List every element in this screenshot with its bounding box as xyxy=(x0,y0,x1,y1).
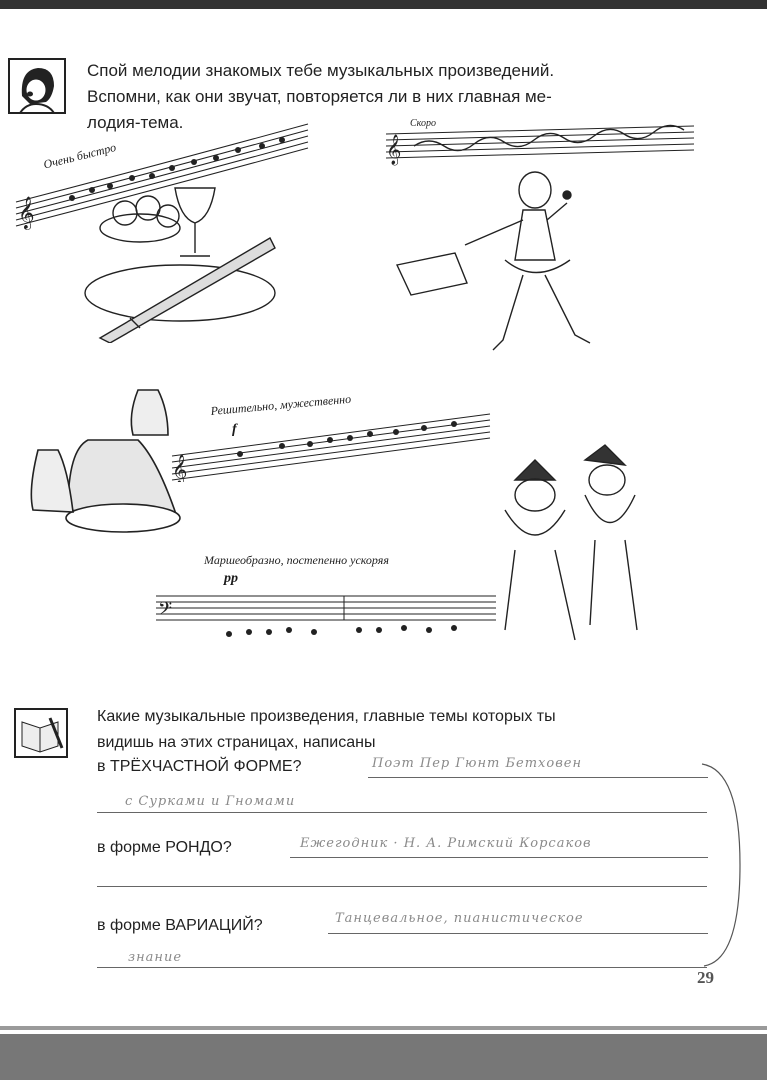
task1-line2: Вспомни, как они звучат, повторяется ли в них главная ме- xyxy=(87,87,552,106)
score2-tempo: Скоро xyxy=(410,118,436,129)
page-number: 29 xyxy=(697,968,714,987)
score3-staff xyxy=(170,402,492,482)
score4-dynamic: pp xyxy=(224,571,238,586)
svg-text:𝄞: 𝄞 xyxy=(386,135,402,165)
answer-line xyxy=(97,967,707,968)
svg-text:𝄢: 𝄢 xyxy=(158,599,173,624)
answer-line xyxy=(328,933,708,934)
answer-line xyxy=(97,886,707,887)
bottom-scan-strip xyxy=(0,1020,767,1085)
girl-with-microphone-illustration xyxy=(395,165,605,355)
answer-line xyxy=(97,812,707,813)
svg-text:𝄞: 𝄞 xyxy=(18,196,35,229)
answer-line xyxy=(368,777,708,778)
score1-tempo: Очень быстро xyxy=(42,140,118,172)
task2-question-line1: Какие музыкальные произведения, главные темы которых ты xyxy=(97,708,556,725)
answer-variations-line1: Танцевальное, пианистическое xyxy=(335,911,584,926)
answer-line xyxy=(290,857,708,858)
score4-tempo: Маршеобразно, постепенно ускоряя xyxy=(204,553,389,567)
answer-variations-line2: знание xyxy=(128,950,183,965)
score3-dynamic: f xyxy=(232,422,237,437)
answer-rondo-line1: Ежегодник · Н. А. Римский Корсаков xyxy=(300,836,592,851)
fruit-bowl-sword-illustration xyxy=(80,178,280,343)
question-rondo-form: в форме РОНДО? xyxy=(97,839,232,856)
question-three-part-form: в ТРЁХЧАСТНОЙ ФОРМЕ? xyxy=(97,758,302,775)
top-border xyxy=(0,0,767,14)
answer-three-part-line2: с Сурками и Гномами xyxy=(125,794,296,809)
bells-illustration xyxy=(28,380,188,555)
task1-line1: Спой мелодии знакомых тебе музыкальных произведений. xyxy=(87,61,555,80)
svg-text:𝄞: 𝄞 xyxy=(172,455,188,482)
score2-staff xyxy=(384,120,696,170)
question-variations-form: в форме ВАРИАЦИЙ? xyxy=(97,917,263,934)
score4-staff xyxy=(154,590,498,650)
score3-tempo: Решительно, мужественно xyxy=(210,391,352,418)
task2-question-line2: видишь на этих страницах, написаны xyxy=(97,734,376,751)
dwarves-illustration xyxy=(465,440,655,650)
notebook-pen-icon xyxy=(14,708,68,758)
pencil-bracket-mark xyxy=(700,760,744,970)
singing-child-icon xyxy=(8,58,66,114)
task1-line3: лодия-тема. xyxy=(87,113,184,132)
answer-three-part-line1: Поэт Пер Гюнт Бетховен xyxy=(372,756,583,771)
